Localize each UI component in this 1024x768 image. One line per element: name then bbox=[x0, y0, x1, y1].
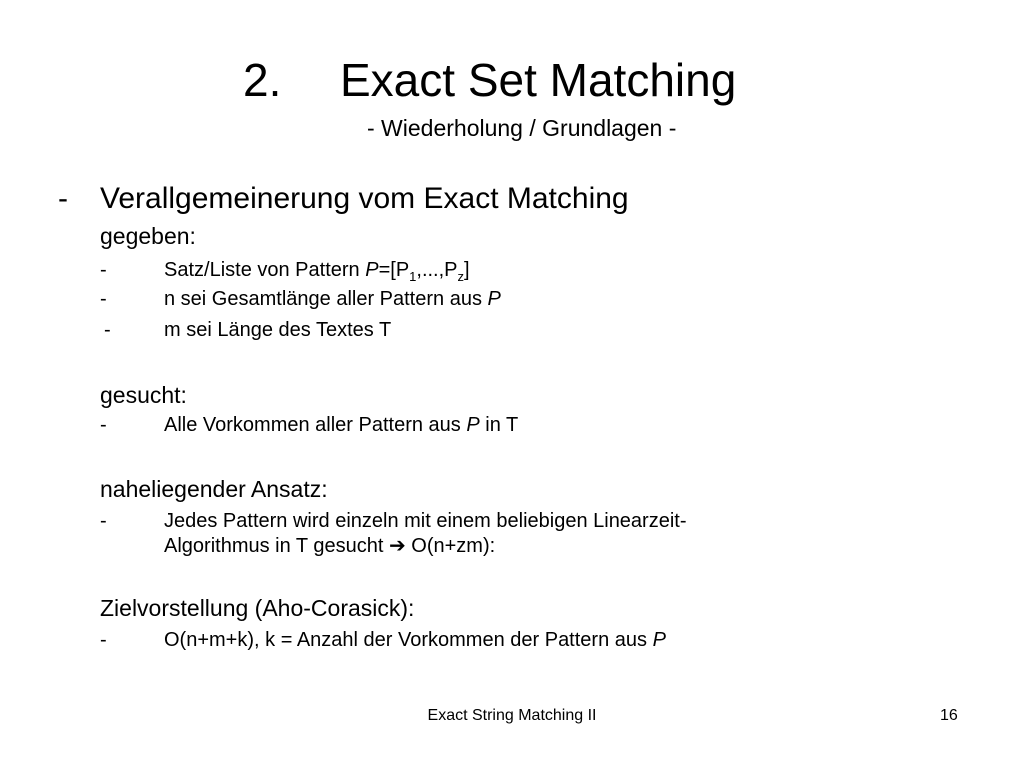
section-heading-gesucht: gesucht: bbox=[100, 382, 187, 408]
title-text: Exact Set Matching bbox=[340, 54, 737, 106]
list-item-naive-line2: Algorithmus in T gesucht ➔ O(n+zm): bbox=[164, 535, 496, 557]
slide-subtitle: - Wiederholung / Grundlagen - bbox=[367, 115, 677, 141]
main-point: Verallgemeinerung vom Exact Matching bbox=[100, 182, 629, 215]
variable-p: P bbox=[466, 414, 480, 436]
list-item-pattern-set: Satz/Liste von Pattern $P=[P_1,...,P_z]$ bbox=[164, 259, 470, 284]
list-item-occurrences: Alle Vorkommen aller Pattern aus P in T bbox=[164, 414, 519, 436]
page-number: 16 bbox=[940, 707, 958, 724]
list-item-total-length: n sei Gesamtlänge aller Pattern aus P bbox=[164, 288, 501, 310]
variable-p: P bbox=[365, 259, 379, 281]
bullet-dash: - bbox=[104, 319, 111, 341]
bullet-dash: - bbox=[100, 288, 107, 310]
arrow-right-icon: ➔ bbox=[388, 535, 406, 557]
main-bullet-dash: - bbox=[58, 182, 68, 215]
slide-title bbox=[0, 52, 1024, 108]
bullet-dash: - bbox=[100, 510, 107, 532]
bullet-dash: - bbox=[100, 629, 107, 651]
section-heading-gegeben: gegeben: bbox=[100, 223, 196, 249]
section-heading-ziel: Zielvorstellung (Aho-Corasick): bbox=[100, 595, 415, 621]
list-item-text-length: m sei Länge des Textes T bbox=[164, 319, 392, 341]
bullet-dash: - bbox=[100, 259, 107, 281]
variable-p: P bbox=[652, 629, 666, 651]
section-heading-ansatz: naheliegender Ansatz: bbox=[100, 476, 328, 502]
variable-p: P bbox=[487, 288, 501, 310]
bullet-dash: - bbox=[100, 414, 107, 436]
list-item-aho-corasick: O(n+m+k), k = Anzahl der Vorkommen der Pattern aus P bbox=[164, 629, 666, 651]
title-number: 2. bbox=[243, 54, 282, 106]
footer-title: Exact String Matching II bbox=[427, 707, 597, 724]
list-item-naive-line1: Jedes Pattern wird einzeln mit einem beliebigen Linearzeit- bbox=[164, 510, 687, 532]
